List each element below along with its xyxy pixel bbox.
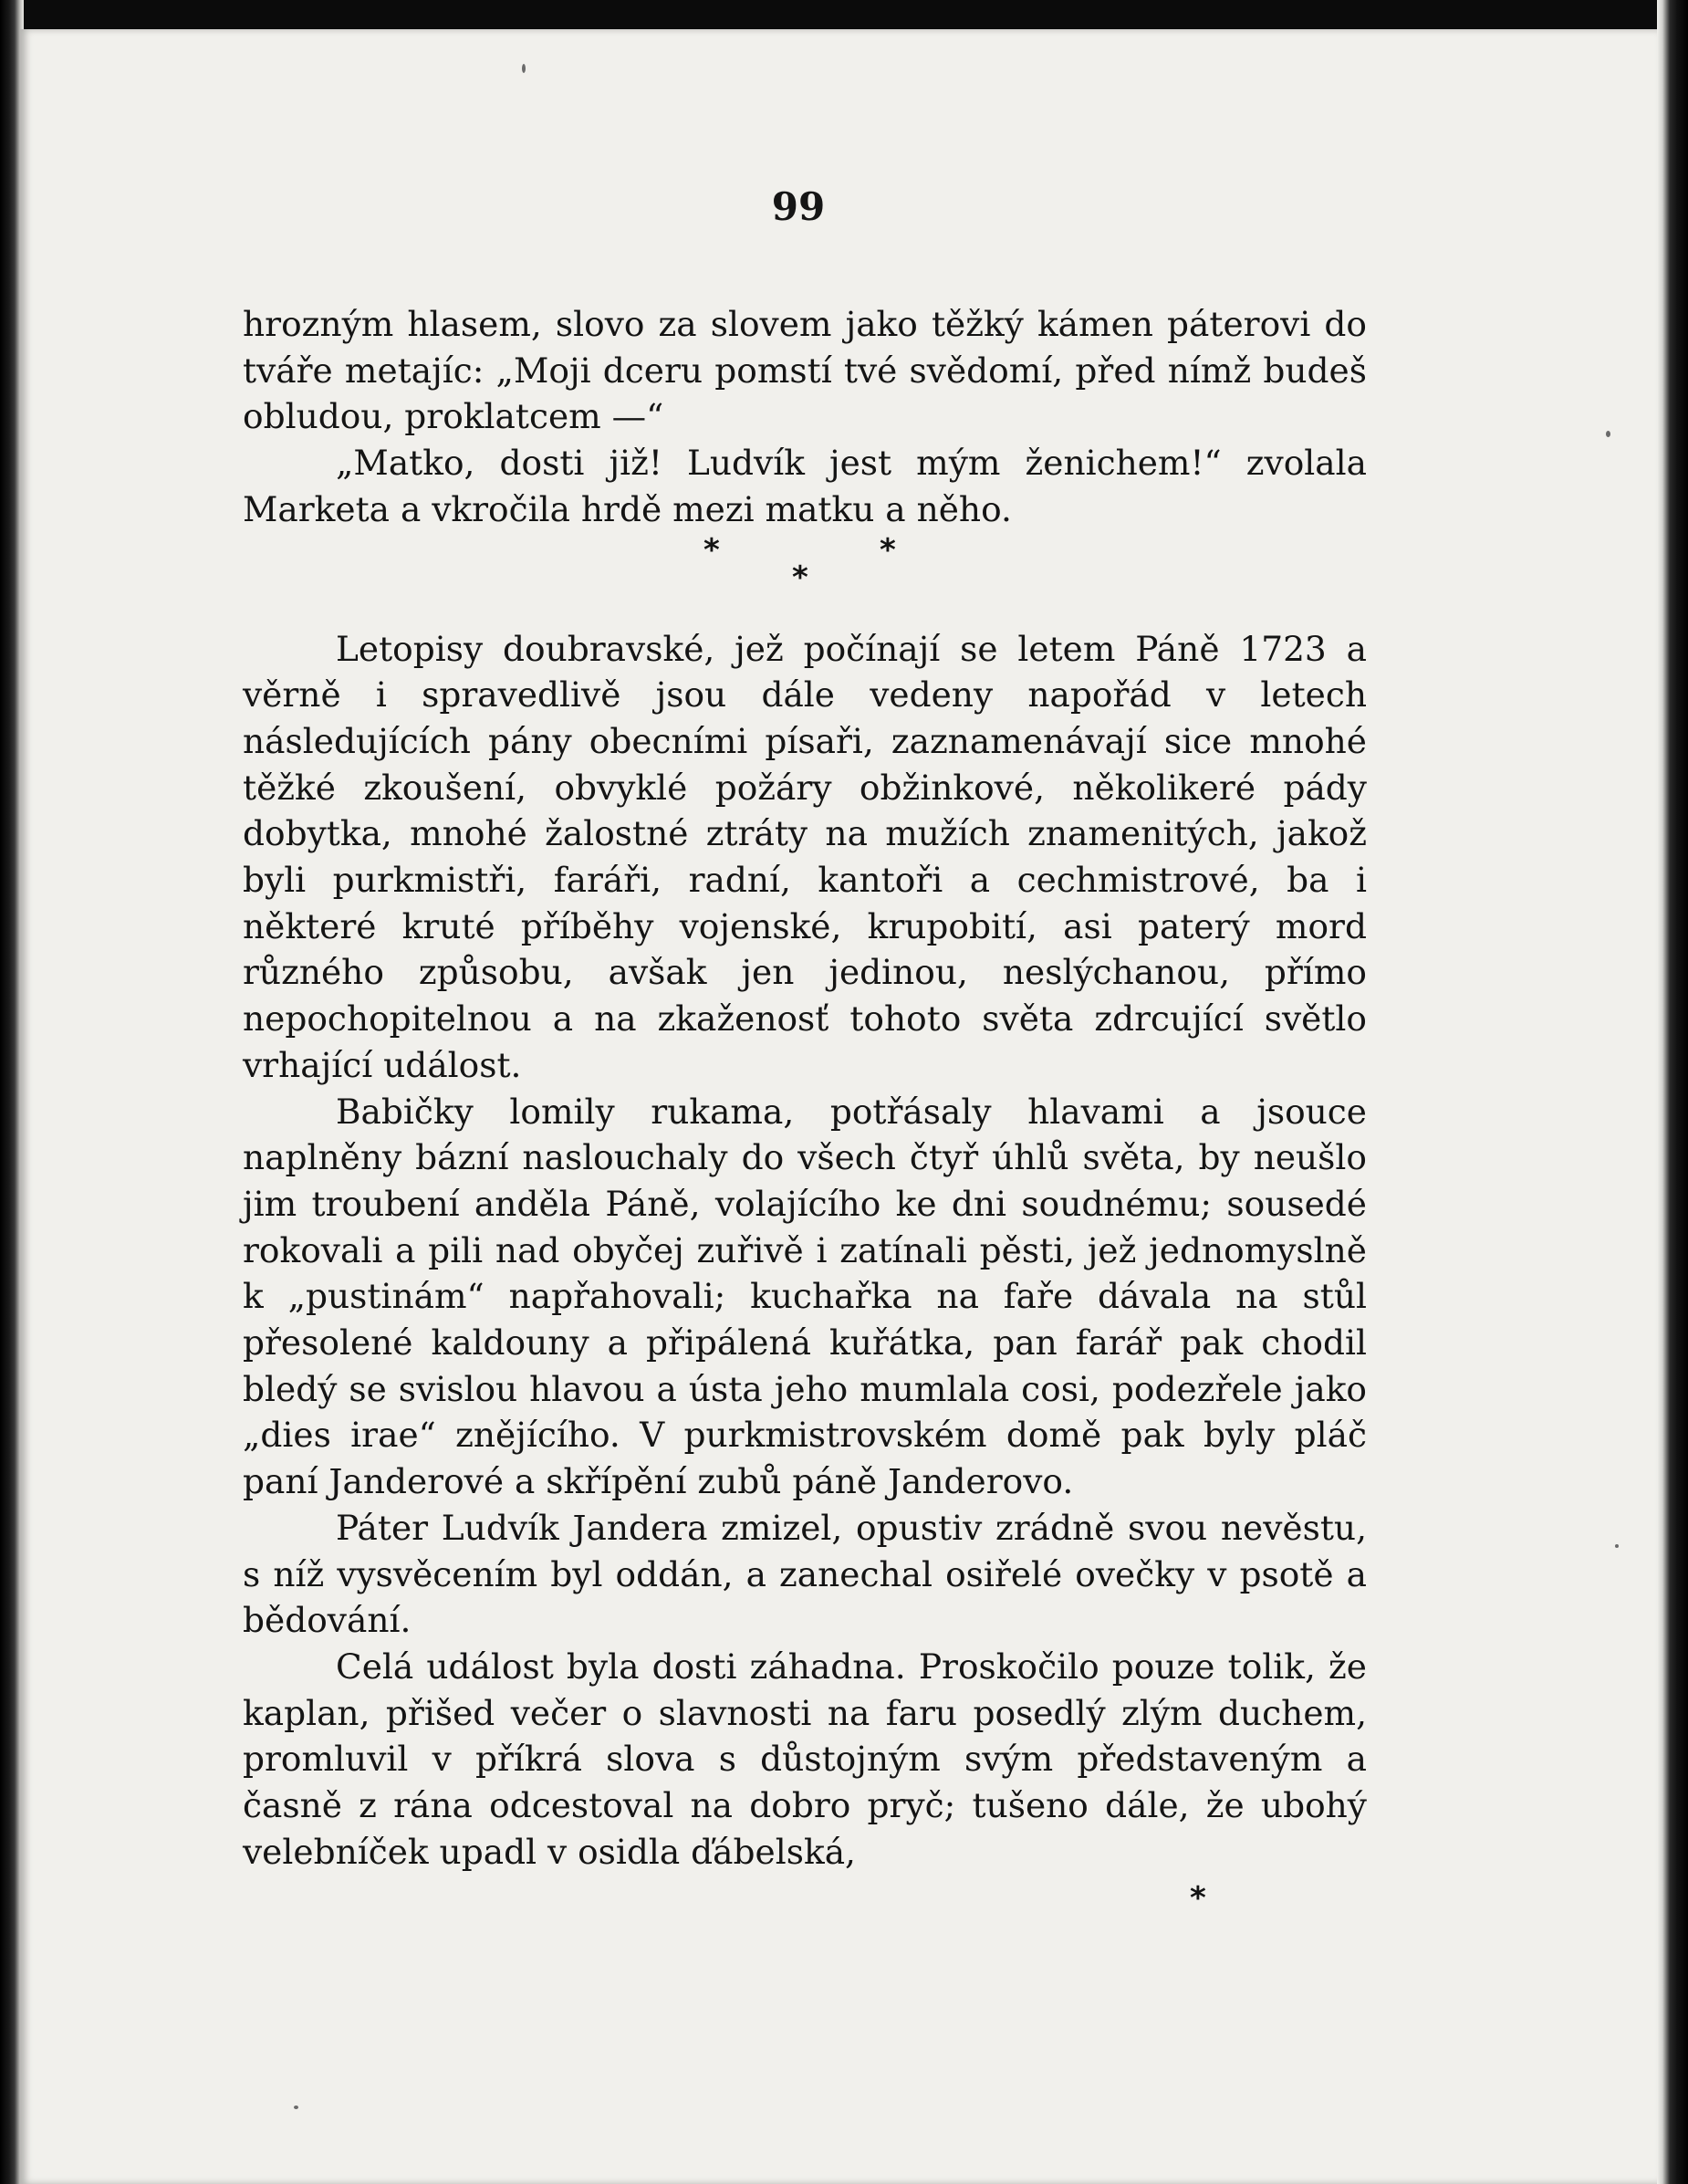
paragraph-letopisy: Letopisy doubravské, jež počínají se letem Páně 1723 a věrně i spravedlivě jsou dále vedeny napořád v letech následujících pány obecními písaři, zaznamenávají sice mnohé těžké zkoušení, obvyklé požáry obžinkové, několikeré pády dobytka, mnohé žalostné ztráty na mužích znamenitých, jakož byli purkmistři, faráři, radní, kantoři a cechmistrové, ba i některé kruté příběhy vojenské, krupobití, asi paterý mord různého způsobu, avšak jen jedinou, neslýchanou, přímo nepochopitelnou a na zkaženosť tohoto světa zdrcující světlo vrhající událost.	[243, 628, 1367, 1085]
footnote-mark: *	[1190, 1880, 1206, 1917]
paragraph-babicky: Babičky lomily rukama, potřásaly hlavami a jsouce naplněny bázní naslouchaly do všech čtyř úhlů světa, by neušlo jim troubení anděla Páně, volajícího ke dni soudnému; sousedé rokovali a pili nad obyčej zuřivě i zatínali pěsti, jež jednomyslně k „pustinám“ napřahovali; kuchařka na faře dávala na stůl přesolené kaldouny a připálená kuřátka, pan farář pak chodil bledý se svislou hlavou a ústa jeho mumlala cosi, podezřele jako „dies irae“ znějícího. V purkmistrovském domě pak byly pláč paní Janderové a skřípění zubů páně Janderovo.	[243, 1091, 1367, 1502]
paper-speck	[1615, 1544, 1619, 1548]
paragraph-pater: Páter Ludvík Jandera zmizel, opustiv zrádně svou nevěstu, s níž vysvěcením byl oddán, a zanechal osiřelé ovečky v psotě a bědování.	[243, 1507, 1367, 1641]
paragraph-dialogue: „Matko, dosti již! Ludvík jest mým ženichem!“ zvolala Marketa a vkročila hrdě mezi matku a něho.	[243, 443, 1367, 529]
asterism-star: *	[880, 531, 896, 569]
paragraph-continuation: hrozným hlasem, slovo za slovem jako těžký kámen páterovi do tváře metajíc: „Moji dceru pomstí tvé svědomí, před nímž budeš obludou, proklatcem —“	[243, 304, 1367, 437]
paper-speck	[522, 64, 526, 73]
paragraph-udalost: Celá událost byla dosti záhadna. Proskočilo pouze tolik, že kaplan, přišed večer o slavnosti na faru posedlý zlým duchem, promluvil v příkrá slova s důstojným svým představeným a časně z rána odcestoval na dobro pryč; tušeno dále, že ubohý velebníček upadl v osidla ďábelská,	[243, 1646, 1367, 1872]
paper-speck	[294, 2106, 298, 2109]
paper-speck	[1606, 431, 1610, 437]
section-break-asterism	[243, 533, 1367, 626]
asterism-star: *	[792, 559, 808, 596]
right-page-edge	[1657, 0, 1688, 2184]
book-page	[20, 29, 1657, 2184]
body-text	[243, 301, 1367, 1876]
asterism-star: *	[703, 531, 720, 569]
page-number: 99	[771, 184, 826, 229]
